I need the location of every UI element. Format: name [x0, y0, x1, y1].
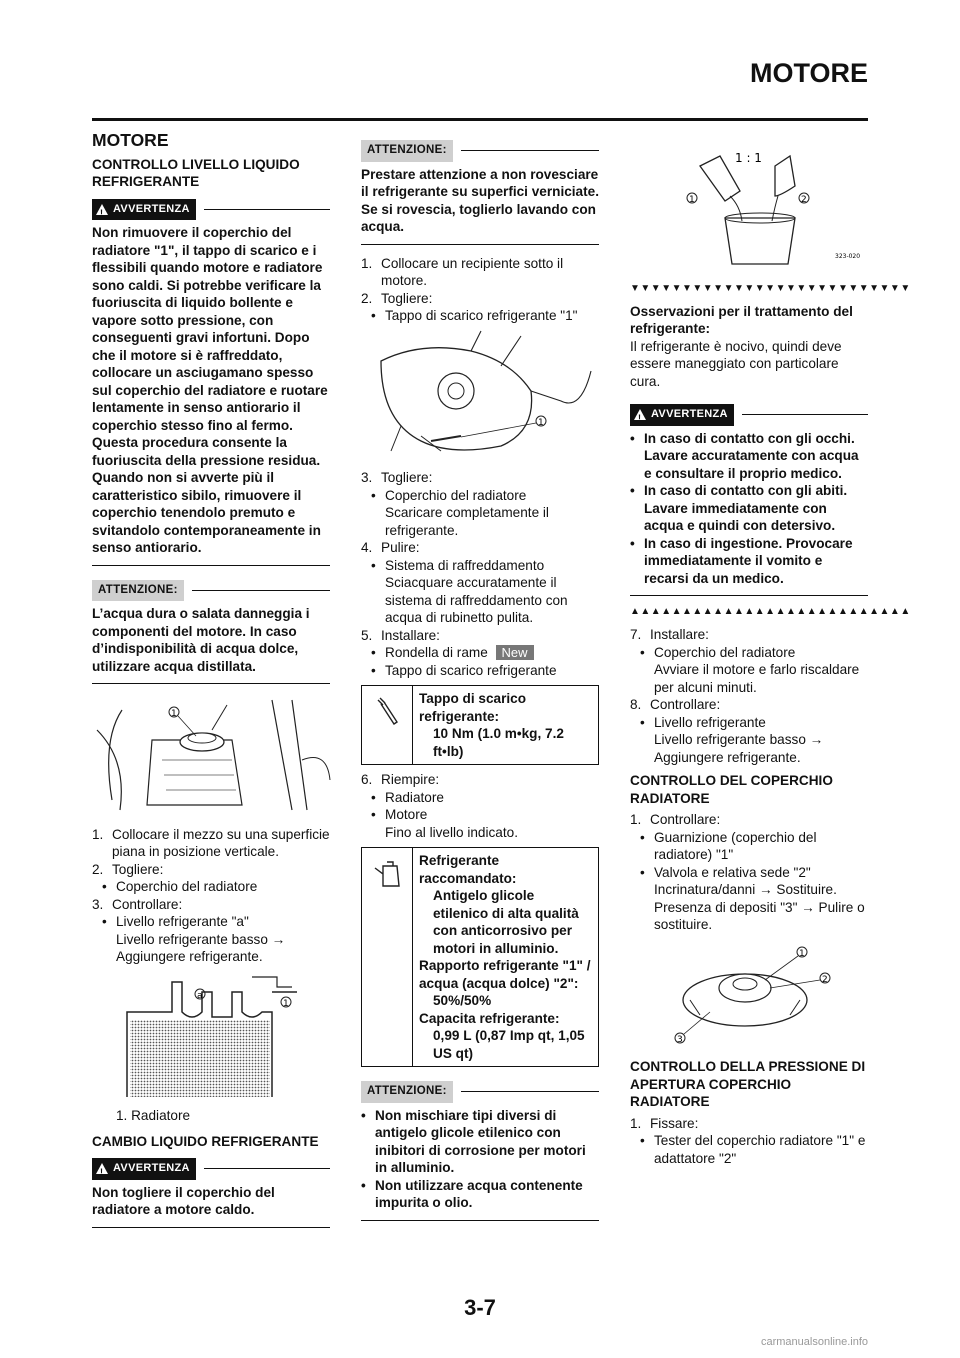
warning-text: Non rimuovere il coperchio del radiatore "1", il tappo di scarico e i flessibili quando motore e radiatore sono caldi. Si potrebbe verificare la fuoriuscita di liquido bollente e vapore sotto pressione, con conseguenti gravi infortuni. Dopo che il motore si è raffreddato, collocare un asciugamano spesso sul coperchio del radiatore e ruotare lentamente in senso antiorario il coperchio stesso fino al fermo. Questa procedura consente la fuoriuscita della pressione residua. Quando non si avverte più il caratteristico sibilo, rimuovere il coperchio tenendolo premuto e svitandolo contemporaneamente in senso antiorario. — [92, 224, 330, 566]
warning-badge: ! AVVERTENZA — [630, 404, 734, 426]
warning-text: Non togliere il coperchio del radiatore a motore caldo. — [92, 1184, 330, 1228]
step-2: Togliere: — [112, 861, 164, 877]
subsection-title: CONTROLLO DELLA PRESSIONE DI APERTURA COPERCHIO RADIATORE — [630, 1059, 866, 1109]
radiator-level-illustration — [92, 972, 330, 1097]
subsection-title: CONTROLLO DEL COPERCHIO RADIATORE — [630, 773, 833, 806]
caution-badge: ATTENZIONE: — [361, 1081, 453, 1103]
coolant-spec-box: Refrigerante raccomandato: Antigelo glicole etilenico di alta qualità con anticorrosivo per motori in alluminio. Rapporto refrigerante "1" / acqua (acqua dolce) "2": 50%/50% Capacita refrigerante: 0,99 L (0,87 Imp qt, 1,05 US qt) — [361, 847, 599, 1067]
watermark: carmanualsonline.info — [760, 1336, 868, 1348]
warning-badge: ! AVVERTENZA — [92, 1158, 196, 1180]
subsection-title: CAMBIO LIQUIDO REFRIGERANTE — [92, 1133, 319, 1149]
coolant-mixing-illustration — [630, 136, 868, 264]
svg-text:a: a — [197, 990, 203, 1001]
column-1: MOTORE CONTROLLO LIVELLO LIQUIDO REFRIGERANTE ! AVVERTENZA Non rimuovere il coperchio del radiatore "1", il tappo di scarico e i flessibili quando motore e radiatore sono caldi. Si potrebbe verificare la fuoriuscita di liquido bollente e vapore sotto pressione, con conseguenti gravi infortuni. Dopo che il motore si è raffreddato, collocare un asciugamano spesso sul coperchio del radiatore e ruotare lentamente in senso antiorario il coperchio stesso fino al fermo. Questa procedura consente la fuoriuscita della pressione residua. Quando non si avverte più il caratteristico sibilo, rimuovere il coperchio tenendolo premuto e svitandolo contemporaneamente in senso antiorario. ATTENZIONE: L’acqua dura o salata danneggia i componenti del motore. In caso d’indisponibilità di acqua dolce, utilizzare acqua distillata. 1 1. Collocare il mezzo su una superficie piana in posizione verticale. 2. Togliere: • Coperchio del radiatore 3. Controllare: • Livello refrigerante "a" Livello refrigerante basso → Aggiungere refrigerante. a 1 1. Radiatore CAMBIO LIQUIDO REFRIGERANTE ! AVVERTENZA Non togliere il coperchio del radiatore a motore caldo. — [92, 130, 330, 1238]
radiator-cap-detail-illustration — [630, 940, 868, 1045]
warning-icon — [96, 204, 108, 215]
header-rule — [92, 118, 868, 121]
warning-header — [630, 404, 868, 426]
svg-text:323-020: 323-020 — [835, 253, 861, 260]
wrench-icon — [374, 696, 400, 730]
caution-header — [92, 580, 330, 602]
svg-text:1: 1 — [538, 417, 544, 428]
svg-text:1: 1 — [171, 709, 177, 719]
subsection-title: CONTROLLO LIVELLO LIQUIDO REFRIGERANTE — [92, 156, 300, 189]
caution-header — [361, 1081, 599, 1103]
oil-can-icon — [373, 858, 401, 888]
separator-triangles-down: ▼▼▼▼▼▼▼▼▼▼▼▼▼▼▼▼▼▼▼▼▼▼▼▼▼▼▼ — [630, 282, 911, 294]
figure-caption: 1. Radiatore — [116, 1108, 191, 1123]
new-badge: New — [496, 645, 534, 660]
svg-text:2: 2 — [822, 974, 828, 985]
step-3: Controllare: — [112, 896, 183, 912]
notes-title: Osservazioni per il trattamento del refrigerante: — [630, 303, 853, 336]
drain-plug-illustration — [361, 331, 599, 459]
section-title: MOTORE — [92, 130, 169, 150]
svg-text:1 : 1: 1 : 1 — [735, 151, 762, 165]
step-1: Collocare il mezzo su una superficie piana in posizione verticale. — [112, 826, 330, 859]
svg-text:2: 2 — [801, 195, 807, 205]
svg-text:1: 1 — [283, 998, 289, 1009]
column-2: ATTENZIONE: Prestare attenzione a non rovesciare il refrigerante su superfici verniciate. Se si rovescia, toglierlo lavando con acqua. 1. Collocare un recipiente sotto il motore. 2. Togliere: • Tappo di scarico refrigerante "1" 1 3. Togliere: • Coperchio del radiatore Scaricare completamente il refrigerante. 4. Pulire: • Sistema di raffreddamento Sciacquare accuratamente il sistema di raffreddamento con acqua di rubinetto pulita. 5. Installare: • Rondella di rame New • Tappo di scarico refrigerante Tappo di scarico refrigerante: 10 Nm (1.0 m•kg, 7.2 ft•lb) 6. Riempire: • Radiatore • Motore Fino al livello indicato. Refrigerante raccomandato: Antigelo glicole etilenico di alta qualità con anticorrosivo per motori in alluminio. Rapporto refrigerante "1" / acqua (acqua dolce) "2": 50%/50% Capacita refrigerante: 0,99 L (0,87 Imp qt, 1,05 US qt) ATTENZIONE: • Non mischiare tipi diversi di antigelo glicole etilenico con inibitori di corrosione per motori in alluminio. • Non utilizzare acqua contenente impurita o olio. — [361, 130, 599, 1231]
warning-list: • In caso di contatto con gli occhi. Lavare accuratamente con acqua e consultare il proprio medico. • In caso di contatto con gli abiti. Lavare immediatamente con acqua e quindi con detersivo. • In caso di ingestione. Provocare immediatamente il vomito e recarsi da un medico. — [630, 430, 868, 597]
separator-triangles-up: ▲▲▲▲▲▲▲▲▲▲▲▲▲▲▲▲▲▲▲▲▲▲▲▲▲▲▲ — [630, 606, 911, 617]
warning-icon — [634, 409, 646, 420]
warning-header — [92, 199, 330, 221]
svg-text:1: 1 — [799, 948, 805, 959]
caution-badge: ATTENZIONE: — [361, 140, 453, 162]
caution-text: Prestare attenzione a non rovesciare il refrigerante su superfici verniciate. Se si rovescia, toglierlo lavando con acqua. — [361, 166, 599, 245]
caution-list: • Non mischiare tipi diversi di antigelo glicole etilenico con inibitori di corrosione per motori in alluminio. • Non utilizzare acqua contenente impurita o olio. — [361, 1107, 599, 1221]
caution-badge: ATTENZIONE: — [92, 580, 184, 602]
torque-spec-box: Tappo di scarico refrigerante: 10 Nm (1.0 m•kg, 7.2 ft•lb) — [361, 685, 599, 765]
warning-header — [92, 1158, 330, 1180]
page-header-title: MOTORE — [749, 58, 868, 88]
caution-header — [361, 140, 599, 162]
warning-icon — [96, 1163, 108, 1174]
radiator-cap-illustration — [92, 700, 330, 815]
notes-text: Il refrigerante è nocivo, quindi deve essere maneggiato con particolare cura. — [630, 338, 842, 389]
page-number: 3-7 — [464, 1295, 496, 1320]
caution-text: L’acqua dura o salata danneggia i componenti del motore. In caso d’indisponibilità di acqua dolce, utilizzare acqua distillata. — [92, 605, 330, 684]
svg-text:3: 3 — [677, 1034, 683, 1045]
svg-text:1: 1 — [689, 195, 695, 205]
warning-badge: ! AVVERTENZA — [92, 199, 196, 221]
column-3: 1 : 1 1 2 323-020 ▼▼▼▼▼▼▼▼▼▼▼▼▼▼▼▼▼▼▼▼▼▼▼▼▼▼▼ Osservazioni per il trattamento del refrigerante: Il refrigerante è nocivo, quindi deve essere maneggiato con particolare cura. ! AVVERTENZA • In caso di contatto con gli occhi. Lavare accuratamente con acqua e consultare il proprio medico. • In caso di contatto con gli abiti. Lavare immediatamente con acqua e quindi con detersivo. • In caso di ingestione. Provocare immediatamente il vomito e recarsi da un medico. ▲▲▲▲▲▲▲▲▲▲▲▲▲▲▲▲▲▲▲▲▲▲▲▲▲▲▲ 7. Installare: • Coperchio del radiatore Avviare il motore e farlo riscaldare per alcuni minuti. 8. Controllare: • Livello refrigerante Livello refrigerante basso → Aggiungere refrigerante. CONTROLLO DEL COPERCHIO RADIATORE 1. Controllare: • Guarnizione (coperchio del radiatore) "1" • Valvola e relativa sede "2" Incrinatura/danni → Sostituire. Presenza di depositi "3" → Pulire o sostituire. 1 2 3 CONTROLLO DELLA PRESSIONE DI APERTURA COPERCHIO RADIATORE 1. Fissare: • Tester del coperchio radiatore "1" e adattatore "2" — [630, 130, 868, 1167]
